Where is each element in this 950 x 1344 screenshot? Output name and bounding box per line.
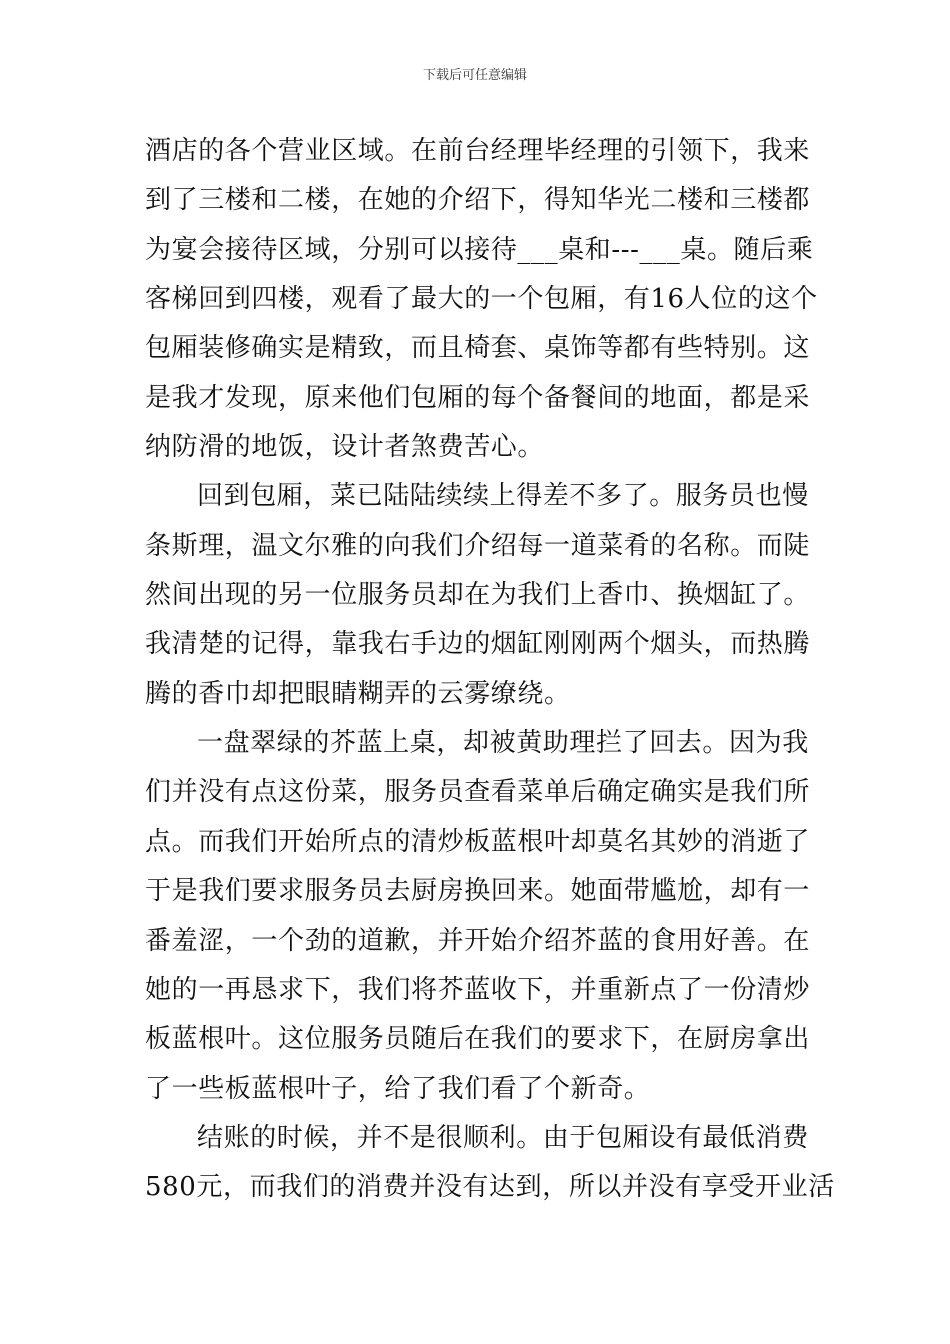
text-line: 腾的香巾却把眼睛糊弄的云雾缭绕。 (145, 678, 571, 709)
text-line: 我清楚的记得，靠我右手边的烟缸刚刚两个烟头，而热腾 (145, 629, 811, 660)
text-line: 为宴会接待区域，分别可以接待___桌和---___桌。随后乘 (145, 234, 814, 265)
text-line: 一盘翠绿的芥蓝上桌，却被黄助理拦了回去。因为我 (197, 728, 809, 759)
text-line: 结账的时候，并不是很顺利。由于包厢设有最低消费 (197, 1122, 809, 1153)
page-header: 下载后可任意编辑 (422, 68, 527, 83)
text-line: 然间出现的另一位服务员却在为我们上香巾、换烟缸了。 (145, 580, 811, 611)
text-line: 板蓝根叶。这位服务员随后在我们的要求下，在厨房拿出 (145, 1024, 811, 1055)
text-line: 纳防滑的地饭，设计者煞费苦心。 (145, 432, 545, 463)
text-line: 她的一再恳求下，我们将芥蓝收下，并重新点了一份清炒 (145, 974, 811, 1005)
paragraph (145, 1114, 835, 1213)
paragraph (145, 127, 818, 472)
text-line: 回到包厢，菜已陆陆续续上得差不多了。服务员也慢 (197, 481, 809, 512)
text-line: 客梯回到四楼，观看了最大的一个包厢，有16人位的这个 (145, 284, 818, 315)
text-line: 是我才发现，原来他们包厢的每个备餐间的地面，都是采 (145, 382, 811, 413)
text-line: 580元，而我们的消费并没有达到，所以并没有享受开业活 (145, 1172, 835, 1203)
text-line: 酒店的各个营业区域。在前台经理毕经理的引领下，我来 (145, 136, 811, 166)
text-line: 们并没有点这份菜，服务员查看菜单后确定确实是我们所 (145, 777, 811, 808)
text-line: 点。而我们开始所点的清炒板蓝根叶却莫名其妙的消逝了 (145, 826, 811, 857)
text-line: 于是我们要求服务员去厨房换回来。她面带尴尬，却有一 (145, 876, 811, 907)
text-line: 到了三楼和二楼，在她的介绍下，得知华光二楼和三楼都 (145, 185, 811, 216)
text-line: 番羞涩，一个劲的道歉，并开始介绍芥蓝的食用好善。在 (145, 925, 811, 956)
document-body (145, 127, 835, 1213)
text-line: 了一些板蓝根叶子，给了我们看了个新奇。 (145, 1073, 651, 1104)
paragraph (145, 719, 810, 1114)
paragraph (145, 472, 810, 719)
text-line: 包厢装修确实是精致，而且椅套、桌饰等都有些特别。这 (145, 333, 811, 364)
text-line: 条斯理，温文尔雅的向我们介绍每一道菜肴的名称。而陡 (145, 530, 811, 561)
